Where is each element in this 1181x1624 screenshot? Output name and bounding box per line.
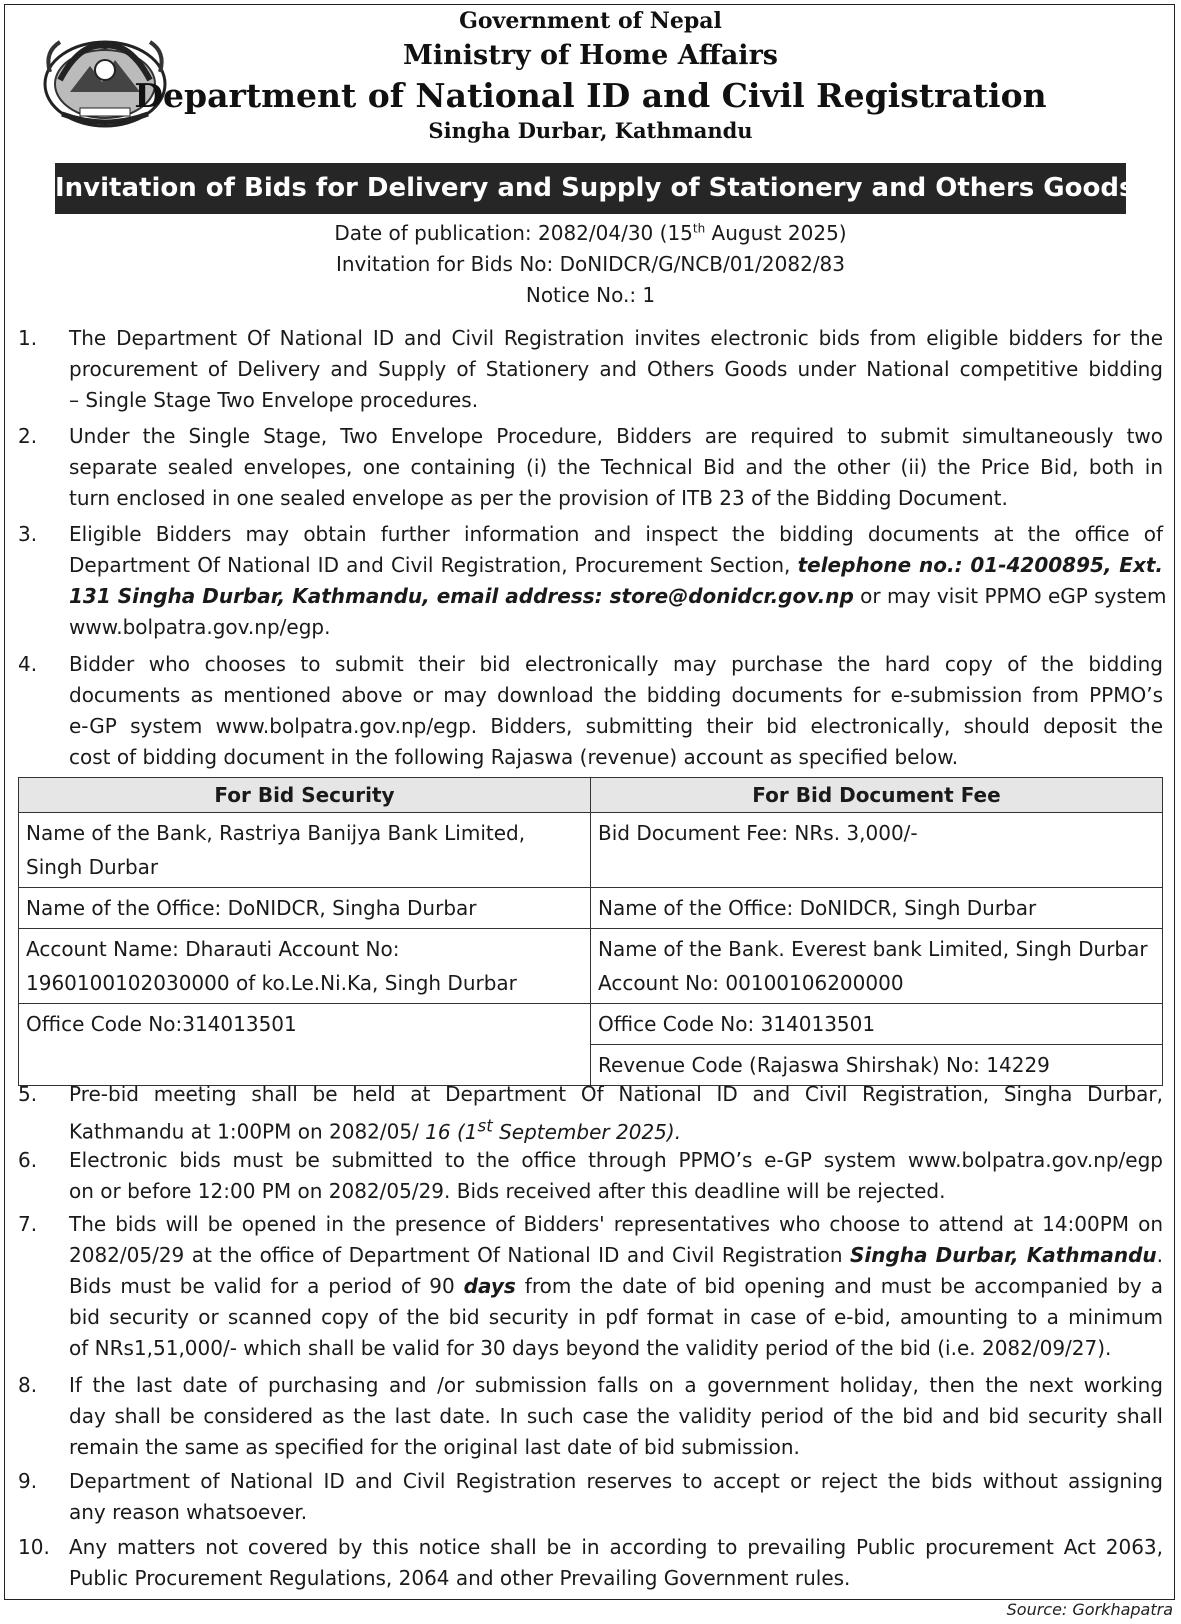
paragraph-line: Bids must be valid for a period of 90 days from the date of bid opening and must be accompanied by a bbox=[69, 1274, 1163, 1298]
paragraph-number: 7. bbox=[18, 1212, 38, 1236]
paragraph-line: The bids will be opened in the presence of Bidders' representatives who choose to attend at 14:00PM on bbox=[69, 1212, 1163, 1236]
table-cell: Account Name: Dharauti Account No: 1960100102030000 of ko.Le.Ni.Ka, Singh Durbar bbox=[19, 929, 591, 1004]
table-cell: Name of the Office: DoNIDCR, Singha Durbar bbox=[19, 888, 591, 929]
paragraph-number: 8. bbox=[18, 1373, 38, 1397]
paragraph-number: 4. bbox=[18, 652, 38, 676]
paragraph-line: Pre-bid meeting shall be held at Department Of National ID and Civil Registration, Singha Durbar, bbox=[69, 1082, 1163, 1106]
paragraph-number: 6. bbox=[18, 1148, 38, 1172]
paragraph-number: 2. bbox=[18, 424, 38, 448]
paragraph-line: remain the same as specified for the original last date of bid submission. bbox=[69, 1435, 800, 1459]
table-header: For Bid Security bbox=[19, 778, 591, 813]
account-table bbox=[18, 777, 1163, 1086]
publication-date: Date of publication: 2082/04/30 (15th August 2025) bbox=[334, 221, 847, 245]
table-row bbox=[19, 888, 1163, 929]
paragraph-line: www.bolpatra.gov.np/egp. bbox=[69, 615, 331, 639]
paragraph-line: Any matters not covered by this notice shall be in according to prevailing Public procurement Act 2063, bbox=[69, 1535, 1163, 1559]
paragraph-line: – Single Stage Two Envelope procedures. bbox=[69, 388, 479, 412]
paragraph-line: Kathmandu at 1:00PM on 2082/05/ 16 (1st September 2025). bbox=[69, 1116, 682, 1144]
paragraph-line: If the last date of purchasing and /or submission falls on a government holiday, then the next working bbox=[69, 1373, 1163, 1397]
email-text: 131 Singha Durbar, Kathmandu, email address: store@donidcr.gov.np bbox=[69, 584, 854, 608]
paragraph-line: bid security or scanned copy of the bid security in pdf format in case of e-bid, amounting to a minimum bbox=[69, 1305, 1163, 1329]
paragraph-line: separate sealed envelopes, one containing (i) the Technical Bid and the other (ii) the Price Bid, both in bbox=[69, 455, 1163, 479]
paragraph-line: Department of National ID and Civil Registration reserves to accept or reject the bids without assigning bbox=[69, 1469, 1163, 1493]
telephone-text: telephone no.: 01-4200895, Ext. bbox=[797, 553, 1164, 577]
paragraph-line: Electronic bids must be submitted to the office through PPMO’s e-GP system www.bolpatra.gov.np/egp bbox=[69, 1148, 1163, 1172]
paragraph-line: procurement of Delivery and Supply of Stationery and Others Goods under National competitive bidding bbox=[69, 357, 1163, 381]
paragraph-line: Bidder who chooses to submit their bid electronically may purchase the hard copy of the bidding bbox=[69, 652, 1163, 676]
table-header: For Bid Document Fee bbox=[591, 778, 1163, 813]
paragraph-line: on or before 12:00 PM on 2082/05/29. Bids received after this deadline will be rejected. bbox=[69, 1179, 946, 1203]
paragraph-line: Public Procurement Regulations, 2064 and other Prevailing Government rules. bbox=[69, 1566, 851, 1590]
table-cell: Name of the Office: DoNIDCR, Singh Durbar bbox=[591, 888, 1163, 929]
table-row bbox=[19, 813, 1163, 888]
paragraph-line: Eligible Bidders may obtain further information and inspect the bidding documents at the office of bbox=[69, 522, 1163, 546]
government-heading: Government of Nepal bbox=[459, 8, 722, 34]
table-cell: Name of the Bank. Everest bank Limited, Singh Durbar Account No: 00100106200000 bbox=[591, 929, 1163, 1004]
paragraph-line: documents as mentioned above or may download the bidding documents for e-submission from PPMO’s bbox=[69, 683, 1163, 707]
paragraph-line: cost of bidding document in the following Rajaswa (revenue) account as specified below. bbox=[69, 745, 959, 769]
paragraph-line: e-GP system www.bolpatra.gov.np/egp. Bidders, submitting their bid electronically, should deposit the bbox=[69, 714, 1163, 738]
paragraph-line: Department Of National ID and Civil Registration, Procurement Section, telephone no.: 01-4200895, Ext. bbox=[69, 553, 1164, 577]
paragraph-line: 2082/05/29 at the office of Department Of National ID and Civil Registration Singha Durbar, Kathmandu. bbox=[69, 1243, 1163, 1267]
department-heading: Department of National ID and Civil Registration bbox=[134, 76, 1047, 115]
table-cell: Bid Document Fee: NRs. 3,000/- bbox=[591, 813, 1163, 888]
table-cell: Revenue Code (Rajaswa Shirshak) No: 14229 bbox=[591, 1045, 1163, 1086]
table-header-row bbox=[19, 778, 1163, 813]
table-row bbox=[19, 1004, 1163, 1045]
paragraph-line: 131 Singha Durbar, Kathmandu, email address: store@donidcr.gov.np or may visit PPMO eGP system bbox=[69, 584, 1167, 608]
source-credit: Source: Gorkhapatra bbox=[1006, 1600, 1173, 1619]
table-cell: Office Code No:314013501 bbox=[19, 1004, 591, 1086]
paragraph-number: 9. bbox=[18, 1469, 38, 1493]
ifb-number: Invitation for Bids No: DoNIDCR/G/NCB/01/2082/83 bbox=[335, 252, 846, 276]
paragraph-line: any reason whatsoever. bbox=[69, 1500, 308, 1524]
paragraph-number: 5. bbox=[18, 1082, 38, 1106]
ministry-heading: Ministry of Home Affairs bbox=[403, 40, 778, 71]
table-row bbox=[19, 929, 1163, 1004]
notice-number: Notice No.: 1 bbox=[525, 283, 656, 307]
paragraph-number: 1. bbox=[18, 326, 38, 350]
table-cell: Office Code No: 314013501 bbox=[591, 1004, 1163, 1045]
paragraph-line: day shall be considered as the last date. In such case the validity period of the bid and bid security shall bbox=[69, 1404, 1163, 1428]
notice-title: Invitation of Bids for Delivery and Supply of Stationery and Others Goods bbox=[55, 163, 1126, 214]
paragraph-line: The Department Of National ID and Civil Registration invites electronic bids from eligible bidders for the bbox=[69, 326, 1163, 350]
paragraph-number: 10. bbox=[18, 1535, 50, 1559]
paragraph-line: turn enclosed in one sealed envelope as per the provision of ITB 23 of the Bidding Document. bbox=[69, 486, 1008, 510]
paragraph-number: 3. bbox=[18, 522, 38, 546]
table-cell: Name of the Bank, Rastriya Banijya Bank Limited, Singh Durbar bbox=[19, 813, 591, 888]
paragraph-line: of NRs1,51,000/- which shall be valid for 30 days beyond the validity period of the bid (i.e. 2082/09/27). bbox=[69, 1336, 1112, 1360]
address-heading: Singha Durbar, Kathmandu bbox=[428, 118, 753, 143]
paragraph-line: Under the Single Stage, Two Envelope Procedure, Bidders are required to submit simultaneously two bbox=[69, 424, 1163, 448]
